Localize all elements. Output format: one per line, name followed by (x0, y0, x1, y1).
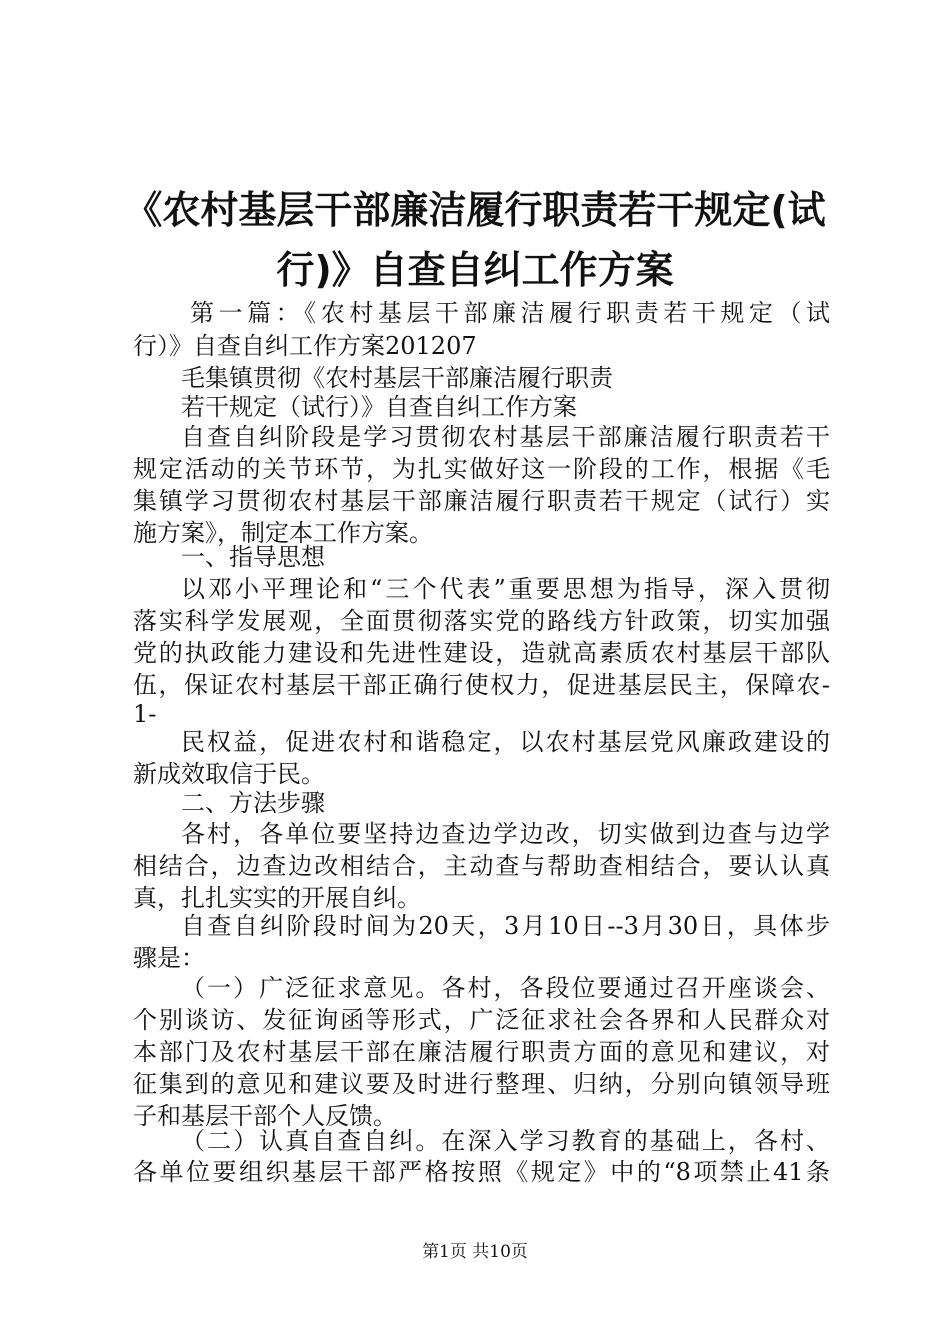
body-line-4: 若干规定（试行）》自查自纠工作方案 (181, 393, 577, 421)
section-heading-2: 二、方法步骤 (181, 789, 325, 817)
body-line-28: （二）认真自查自纠。在深入学习教育的基础上，各村、 (181, 1127, 830, 1155)
body-line-20: 真，扎扎实实的开展自纠。 (133, 884, 421, 912)
body-line-5: 自查自纠阶段是学习贯彻农村基层干部廉洁履行职责若干 (181, 423, 830, 451)
body-line-25: 本部门及农村基层干部在廉洁履行职责方面的意见和建议，对 (133, 1038, 830, 1066)
body-line-24: 个别谈访、发征询函等形式，广泛征求社会各界和人民群众对 (133, 1006, 830, 1034)
section-heading-1: 一、指导思想 (181, 543, 325, 571)
document-title-line-1: 《农村基层干部廉洁履行职责若干规定(试 (124, 188, 826, 232)
body-line-22: 骤是： (133, 944, 205, 972)
body-line-2: 行）》自查自纠工作方案201207 (133, 332, 477, 360)
body-line-19: 相结合，边查边改相结合，主动查与帮助查相结合，要认认真 (133, 852, 830, 880)
body-line-26: 征集到的意见和建议要及时进行整理、归纳，分别向镇领导班 (133, 1070, 830, 1098)
body-line-29: 各单位要组织基层干部严格按照《规定》中的“8项禁止41条 (133, 1158, 830, 1186)
page-footer: 第1页 共10页 (422, 1242, 528, 1262)
body-line-27: 子和基层干部个人反馈。 (133, 1102, 397, 1130)
body-line-7: 集镇学习贯彻农村基层干部廉洁履行职责若干规定（试行）实 (133, 487, 830, 515)
body-line-21: 自查自纠阶段时间为20天，3月10日--3月30日，具体步 (181, 912, 830, 940)
body-line-1: 第一篇：《农村基层干部廉洁履行职责若干规定（试 (190, 299, 830, 327)
body-line-23: （一）广泛征求意见。各村，各段位要通过召开座谈会、 (181, 974, 830, 1002)
body-line-8: 施方案》，制定本工作方案。 (133, 519, 433, 547)
body-line-3: 毛集镇贯彻《农村基层干部廉洁履行职责 (181, 364, 613, 392)
page-marker: 1- (133, 700, 157, 728)
body-line-11: 落实科学发展观，全面贯彻落实党的路线方针政策，切实加强 (133, 607, 830, 635)
body-line-18: 各村，各单位要坚持边查边学边改，切实做到边查与边学 (181, 820, 830, 848)
body-line-15: 民权益，促进农村和谐稳定，以农村基层党风廉政建设的 (181, 728, 830, 756)
body-line-10: 以邓小平理论和“三个代表”重要思想为指导，深入贯彻 (181, 575, 830, 603)
body-line-12: 党的执政能力建设和先进性建设，造就高素质农村基层干部队 (133, 639, 830, 667)
body-line-6: 规定活动的关节环节，为扎实做好这一阶段的工作，根据《毛 (133, 455, 830, 483)
document-title-line-2: 行)》自查自纠工作方案 (276, 248, 674, 292)
body-line-16: 新成效取信于民。 (133, 760, 325, 788)
body-line-13: 伍，保证农村基层干部正确行使权力，促进基层民主，保障农- (133, 671, 830, 699)
